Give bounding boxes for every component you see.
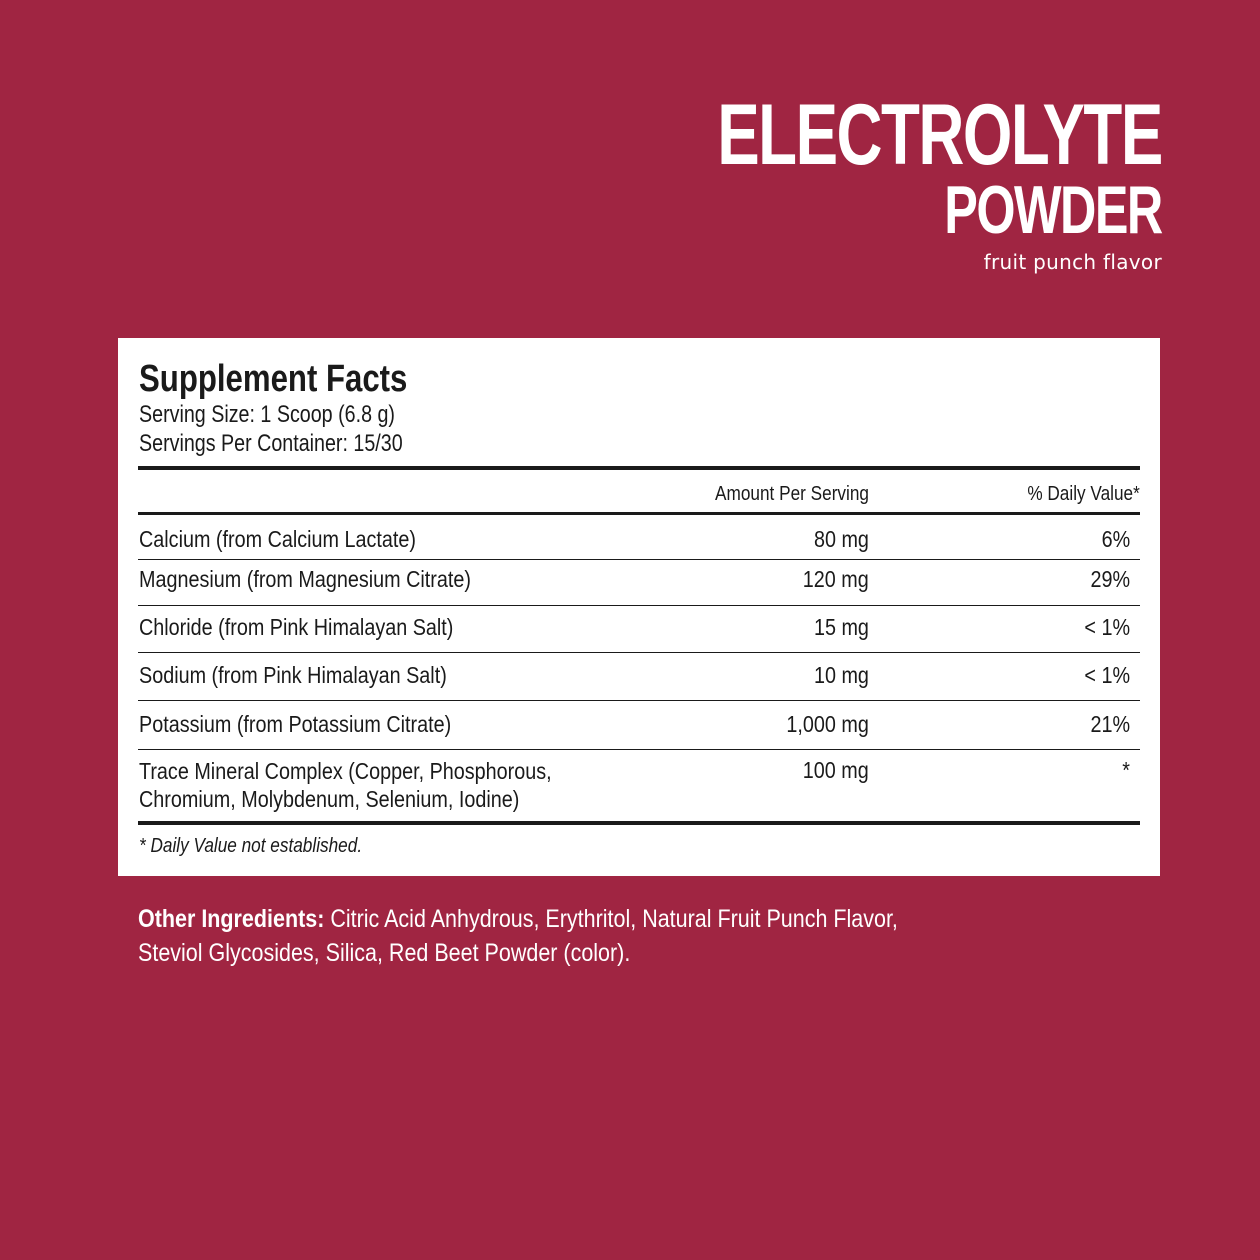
nutrient-name: Potassium (from Potassium Citrate) [139,711,452,737]
other-ingredients [138,902,912,970]
thick-divider [138,821,1140,825]
product-title-line2: POWDER [944,172,1162,248]
nutrient-daily-value: 21% [1090,711,1130,737]
supplement-facts-content [138,358,1140,858]
table-row [138,701,1140,749]
product-title-line1: ELECTROLYTE [717,87,1162,183]
other-ingredients-text: Citric Acid Anhydrous, Erythritol, Natural Fruit Punch Flavor, Steviol Glycosides, Silica, Red Beet Powder (color). [138,905,898,967]
table-row [138,560,1140,605]
facts-header-row [138,470,1140,512]
supplement-facts-panel [118,338,1160,876]
servings-per-container: Servings Per Container: 15/30 [139,430,403,457]
header-daily-value: % Daily Value* [1027,483,1140,505]
product-flavor: fruit punch flavor [983,250,1162,274]
nutrient-daily-value: < 1% [1084,614,1130,640]
nutrient-amount: 10 mg [814,662,869,688]
nutrient-daily-value: * [1122,757,1130,783]
serving-size: Serving Size: 1 Scoop (6.8 g) [139,401,395,428]
facts-title: Supplement Facts [139,358,408,400]
nutrient-daily-value: 29% [1090,566,1130,592]
nutrient-name: Sodium (from Pink Himalayan Salt) [139,662,447,688]
table-row [138,606,1140,652]
header-amount-per-serving: Amount Per Serving [715,483,869,505]
nutrient-amount: 15 mg [814,614,869,640]
nutrient-amount: 1,000 mg [786,711,869,737]
other-ingredients-label: Other Ingredients: [138,905,331,933]
product-brand [561,87,1162,276]
nutrient-amount: 100 mg [803,757,869,783]
nutrient-daily-value: < 1% [1084,662,1130,688]
table-row [138,750,1140,821]
nutrient-name: Chloride (from Pink Himalayan Salt) [139,614,454,640]
nutrient-name: Trace Mineral Complex (Copper, Phosphorous, Chromium, Molybdenum, Selenium, Iodine) [139,758,552,812]
nutrient-daily-value: 6% [1101,526,1130,552]
nutrient-amount: 120 mg [803,566,869,592]
table-row [138,515,1140,559]
nutrient-amount: 80 mg [814,526,869,552]
daily-value-footnote: * Daily Value not established. [139,835,363,857]
table-row [138,653,1140,700]
nutrient-name: Calcium (from Calcium Lactate) [139,526,417,552]
nutrient-name: Magnesium (from Magnesium Citrate) [139,566,471,592]
